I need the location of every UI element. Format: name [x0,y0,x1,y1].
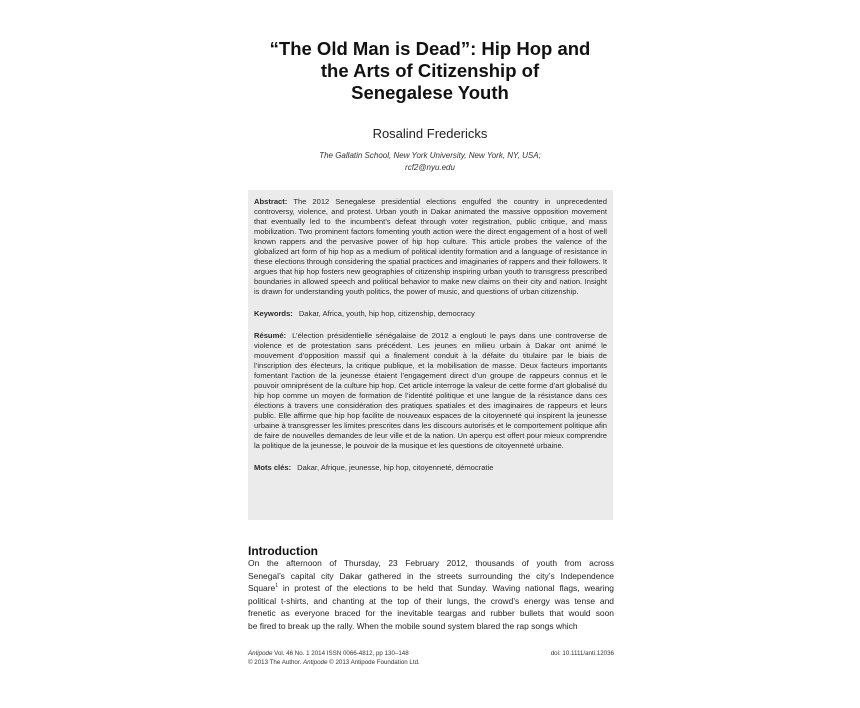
introduction-heading: Introduction [248,544,318,558]
keywords-paragraph [254,309,607,319]
affiliation-institution: The Gallatin School, New York University, New York, NY, USA; [319,151,541,160]
intro-line-6: be fired to break up the rally. When the mobile sound system blared the rap songs which [248,620,578,631]
abstract-paragraph [254,197,607,297]
doi-link[interactable]: doi: 10.1111/anti.12036 [550,650,614,657]
resume-paragraph [254,331,607,450]
citation-details: Vol. 46 No. 1 2014 ISSN 0066-4812, pp 130–148 [272,650,409,657]
title-line-3: Senegalese Youth [351,82,509,103]
keywords-label: Keywords: [254,308,293,318]
intro-line-1: On the afternoon of Thursday, 23 February 2012, thousands of youth from across [248,558,614,568]
copyright-foundation: © 2013 Antipode Foundation Ltd. [327,658,420,666]
copyright-author: © 2013 The Author. [248,658,304,666]
mots-cles-text: Dakar, Afrique, jeunesse, hip hop, citoyenneté, démocratie [297,462,494,472]
mots-cles-paragraph [254,463,607,473]
intro-line-4: political t-shirts, and chanting at the top of their lungs, the crowd’s energy was tense and [248,595,614,606]
author-affiliation [180,150,680,174]
footer-citation-row [248,650,614,659]
title-line-1: “The Old Man is Dead”: Hip Hop and [269,38,591,59]
abstract-box [248,190,613,520]
intro-line-3-rest: in protest of the elections to be held that Sunday. Waving national flags, wearing [278,583,614,594]
title-line-2: the Arts of Citizenship of [320,60,540,81]
journal-citation [248,650,409,659]
article-title [180,38,680,104]
intro-line-3-start: Square [248,583,276,594]
abstract-label: Abstract: [254,197,288,206]
keywords-text: Dakar, Africa, youth, hip hop, citizenship, democracy [298,308,475,318]
resume-text: L’élection présidentielle sénégalaise de 2012 a englouti le pays dans une controverse de violence et de protestation sans précédent. Les jeunes en milieu urbain à Dakar ont animé le mouvement d’opposition massif qui a finalement conduit à la défaite du titulaire par le biais de l’inscription des électeurs, la critique publique, et la mobilisation de masse. Deux facteurs importants fomentant l’action de la jeunesse étaient l’engagement direct d’un groupe de rappeurs connus et le pouvoir omniprésent de la culture hip hop. Cet article interroge la valeur de cette forme d’art globalisé du hip hop comme un moyen de formation de l’identité politique et une langue de la résistance dans ces élections à travers une considération des pratiques spatiales et des imaginaires de rappeurs et leurs public. Elle affirme que hip hop facilite de nouveaux espaces de la citoyenneté qui inspirent la jeunesse urbaine à transgresser les limites prescrites dans les discours autorisés et le comportement politique afin de faire de nouvelles demandes de leur ville et de la nation. Un aperçu est offert pour mieux comprendre la politique de la jeunesse, le pouvoir de la musique et les questions de citoyenneté urbaine. [254,331,607,450]
page-footer [248,650,614,667]
author-name: Rosalind Fredericks [372,126,488,141]
footnote-marker[interactable]: 1 [275,583,278,590]
intro-line-2: Senegal’s capital city Dakar gathered in the streets surrounding the city’s Independence [248,570,614,581]
copyright-journal: Antipode [303,658,328,666]
introduction-body [248,557,614,633]
author-email: rcf2@nyu.edu [405,163,455,172]
journal-name: Antipode [248,650,273,657]
intro-line-3 [248,582,614,595]
intro-line-5: frenetic as everyone braced for the inevitable teargas and rubber bullets that would soon [248,608,614,619]
mots-cles-label: Mots clés: [254,462,292,472]
resume-label: Résumé: [254,331,287,341]
abstract-text: The 2012 Senegalese presidential elections engulfed the country in unprecedented controversy, violence, and protest. Urban youth in Dakar animated the massive opposition movement that eventually led to the incumbent’s defeat through voter registration, public critique, and mass mobilization. Two prominent factors fomenting youth action were the direct engagement of a host of well known rappers and the pervasive power of hip hop culture. This article probes the valence of the globalized art form of hip hop as a medium of political identity formation and a language of resistance in these elections through considering the spatial practices and imaginaries of rappers and their followers. It argues that hip hop fosters new geographies of citizenship inspiring urban youth to transgress prescribed boundaries in allowed speech and political behavior to make new claims on their city and nation. Insight is drawn for understanding youth politics, the power of music, and questions of urban citizenship. [254,197,607,296]
footer-copyright [248,659,614,668]
